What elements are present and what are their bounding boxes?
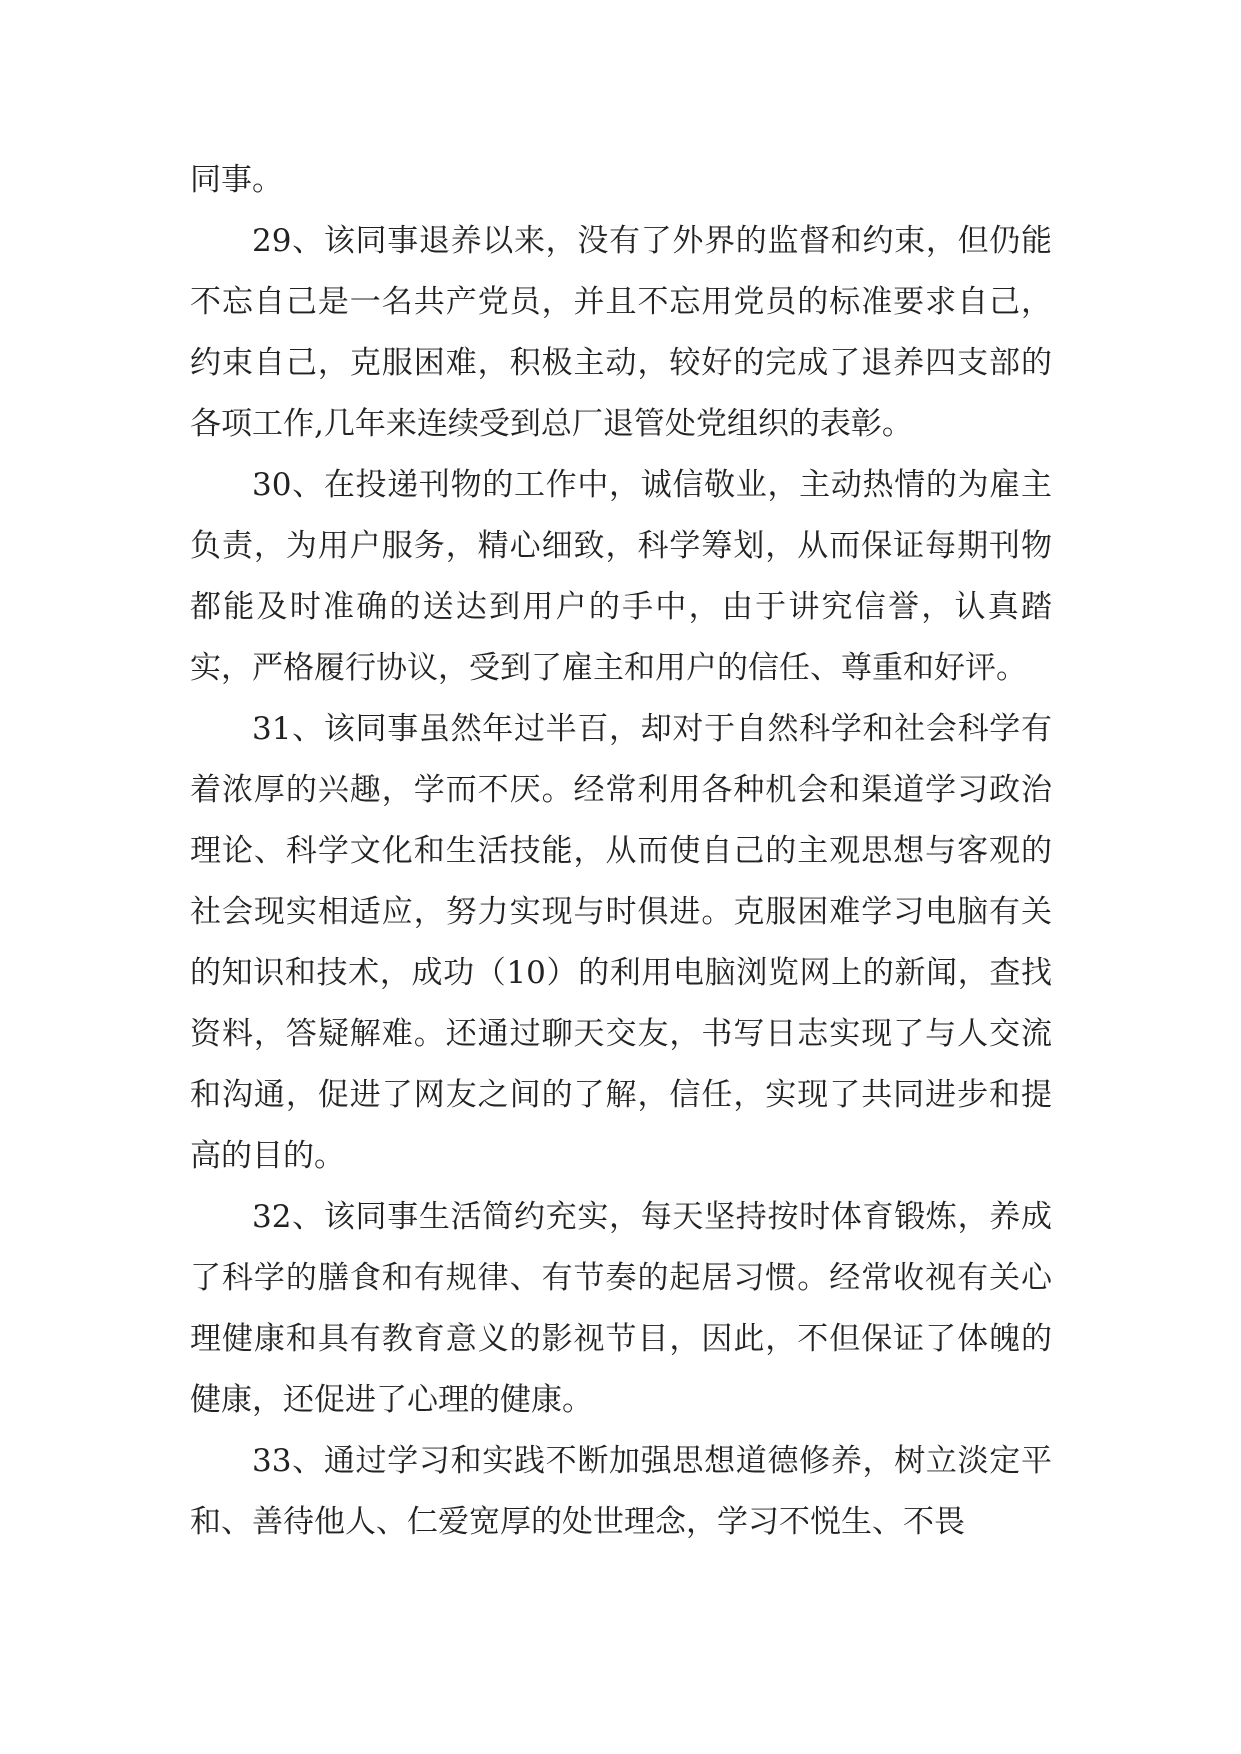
paragraph-30: 30、在投递刊物的工作中，诚信敬业，主动热情的为雇主负责，为用户服务，精心细致，科学筹划，从而保证每期刊物都能及时准确的送达到用户的手中，由于讲究信誉，认真踏实，严格履行协议，受到了雇主和用户的信任、尊重和好评。 — [190, 467, 1052, 686]
document-body — [190, 150, 1052, 1553]
paragraph-32: 32、该同事生活简约充实，每天坚持按时体育锻炼，养成了科学的膳食和有规律、有节奏的起居习惯。经常收视有关心理健康和具有教育意义的影视节目，因此，不但保证了体魄的健康，还促进了心理的健康。 — [190, 1199, 1052, 1418]
paragraph-29: 29、该同事退养以来，没有了外界的监督和约束，但仍能不忘自己是一名共产党员，并且不忘用党员的标准要求自己，约束自己，克服困难，积极主动，较好的完成了退养四支部的各项工作,几年来连续受到总厂退管处党组织的表彰。 — [190, 223, 1052, 442]
paragraph-continuation: 同事。 — [190, 162, 283, 198]
paragraph-33: 33、通过学习和实践不断加强思想道德修养，树立淡定平和、善待他人、仁爱宽厚的处世理念，学习不悦生、不畏 — [190, 1443, 1052, 1540]
paragraph-31: 31、该同事虽然年过半百，却对于自然科学和社会科学有着浓厚的兴趣，学而不厌。经常利用各种机会和渠道学习政治理论、科学文化和生活技能，从而使自己的主观思想与客观的社会现实相适应，努力实现与时俱进。克服困难学习电脑有关的知识和技术，成功（10）的利用电脑浏览网上的新闻，查找资料，答疑解难。还通过聊天交友，书写日志实现了与人交流和沟通，促进了网友之间的了解，信任，实现了共同进步和提高的目的。 — [190, 711, 1052, 1174]
